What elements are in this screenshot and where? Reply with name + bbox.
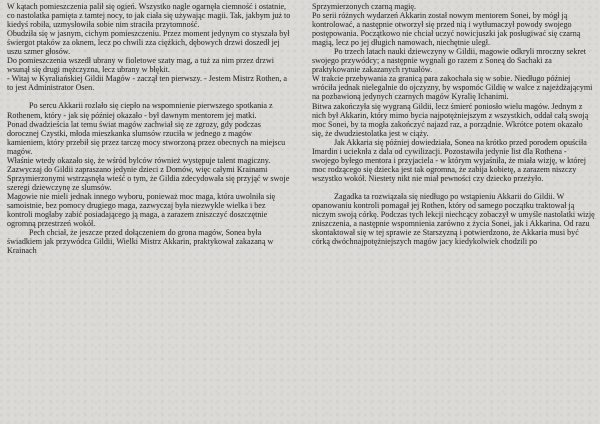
paragraph: - Witaj w Kyraliańskiej Gildii Magów - zaczął ten pierwszy. - Jestem Mistrz Rothen, a to jest Administrator Osen. xyxy=(7,74,287,93)
paragraph: Do pomieszczenia wszedł ubrany w fioletowe szaty mag, a tuż za nim przez drzwi wsunął się drugi mężczyzna, lecz ubrany w błękit. xyxy=(7,56,274,75)
paragraph: Ponad dwadzieścia lat temu świat magów zachwiał się ze zgrozy, gdy podczas dorocznej Czystki, młoda mieszkanka slumsów rzuciła w jednego z magów kamieniem, który przebił się przez tarczę mocy stworzoną przez obecnych na miejscu magów. xyxy=(7,119,286,156)
paragraph: Obudziła się w jasnym, cichym pomieszczeniu. Przez moment jedynym co styszała był świergot ptaków za oknem, lecz po chwili zza ciężkich, dębowych drzwi doszedł jej uszu szmer głosów. xyxy=(7,29,290,57)
paragraph: Zagadka ta rozwiązała się niedługo po wstąpieniu Akkarii do Gildii. W opanowaniu kontroli pomagał jej Rothen, który od samego początku traktował ją niczym swoją córkę. Podczas tych lekcji niechcący zobaczył w umyśle nastolatki wizję zniszczenia, a następnie wspomnienia zarówno z życia Sonei, jak i Akkarina. Od razu skontaktował się w tej sprawie ze Starszyzną i potwierdzono, że Akkaria musi być córką dwóchnajpotężniejszych magów jacy kiedykolwiek chodzili po xyxy=(312,191,595,247)
paragraph: Po trzech latach nauki dziewczyny w Gildii, magowie odkryli mroczny sekret swojego przywódcy; a następnie wygnali go razem z Soneą do Sachaki za praktykowanie zakazanych rytuałów. xyxy=(312,47,586,75)
paragraph: Bitwa zakończyła się wygraną Gildii, lecz śmierć poniosło wielu magów. Jednym z nich był Akkarin, który mimo bycia najpotężniejszym z wszystkich, oddał całą swoją moc Sonei, by ta mogła zakończyć najazd raz, a porządnie. Wkrótce potem okazało się, że dwudziestolatka jest w ciąży. xyxy=(312,101,589,138)
paragraph: Po serii różnych wydarzeń Akkarin został nowym mentorem Sonei, by mógł ją kontrolować, a następnie otworzył się przed nią i wytłumaczył powody swojego postępowania. Początkowo nie chciał uczyć nowicjuszki jak posługiwać się czarną magią, lecz po jej długich namowach, niechętnie uległ. xyxy=(312,11,581,48)
paragraph: Zazwyczaj do Gildii zapraszano jedynie dzieci z Domów, więc całymi Krainami Sprzymierzonymi wstrząsnęła wieść o tym, że Gildia zdecydowała się przyjąć w swoje szeregi dziewczynę ze slumsów. xyxy=(7,164,290,192)
left-text-column xyxy=(7,2,291,255)
paragraph: W trakcie przebywania za granicą para zakochała się w sobie. Niedługo później wróciła jednak nielegalnie do ojczyzny, by wspomóc Gildię w walce z najeżdżającymi na pozbawioną jedynych czarnych magów Kyralię Ichanimi. xyxy=(312,74,593,102)
paragraph: W kątach pomieszczenia palił się ogień. Wszystko nagle ogarnęła ciemność i ostatnie, co nastolatka pamięta z tamtej nocy, to jak ciała się używając magii. Tak, jakbym już to kiedyś robiła, uzmysłowiła sobie nim straciła przytomność. xyxy=(7,2,291,30)
paragraph: Magowie nie mieli jednak innego wyboru, ponieważ moc maga, która uwolniła się samoistnie, bez pomocy drugiego maga, zazwyczaj była niezwykle wielka i bez kontroli mogłaby zabić posiadającego ją maga, a zarazem zniszczyć doszczętnie ogromną przestrzeń wokół. xyxy=(7,191,276,229)
right-text-column xyxy=(312,2,595,246)
paragraph: Pech chciał, że jeszcze przed dołączeniem do grona magów, Sonea była świadkiem jak przywódca Gildii, Wielki Mistrz Akkarin, praktykował zakazaną w Krainach xyxy=(7,228,274,256)
paragraph: Sprzymierzonych czarną magię. xyxy=(312,2,417,11)
paragraph: Jak Akkaria się później dowiedziała, Sonea na krótko przed porodem opuściła Imardin i ucieknła z dala od cywilizacji. Pozostawiła jedynie list dla Rothena - swojego byłego mentora i przyjaciela - w którym wyjaśniła, że miała wizję, w której moc rodzącego się dziecka jest tak ogromna, że zabija kobietę, a zarazem niszczy wszystko wokół. Niestety nikt nie miał pewności czy dziecko przeżyło. xyxy=(312,137,587,183)
paragraph: Właśnie wtedy okazało się, że wśród bylców również występuje talent magiczny. xyxy=(7,155,271,165)
paragraph: Po sercu Akkarii rozlało się ciepło na wspomnienie pierwszego spotkania z Rothenem, który - jak się później okazało - był dawnym mentorem jej matki. xyxy=(7,101,273,120)
